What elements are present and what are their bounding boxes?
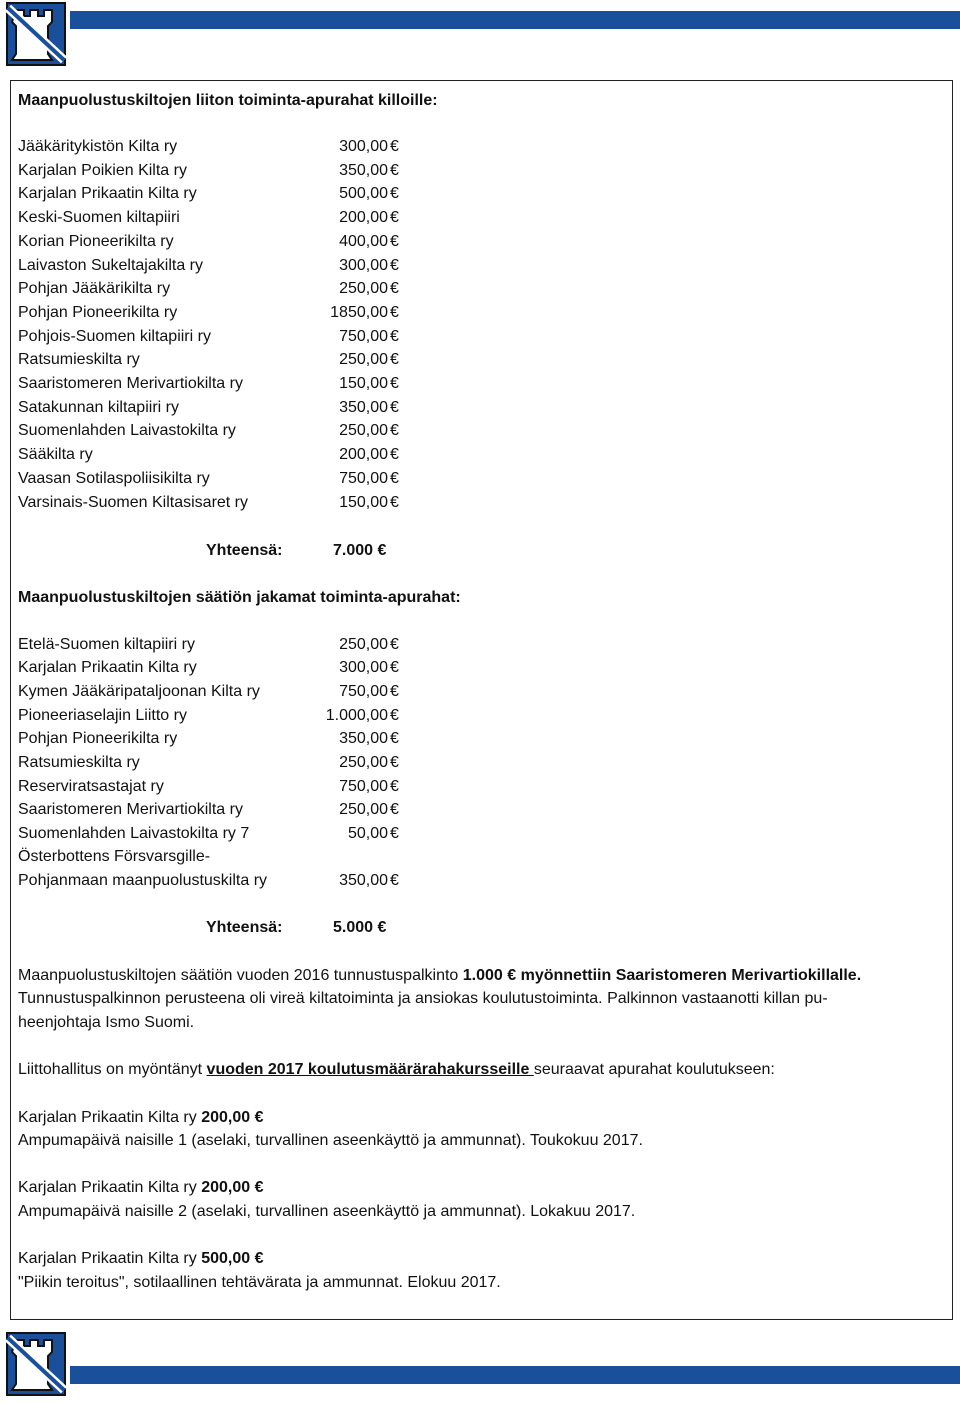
list-item-name: Vaasan Sotilaspoliisikilta ry [18,469,210,487]
castle-tower-logo-icon [6,2,66,66]
euro-symbol: € [390,636,399,653]
list-item-name: Pioneeriaselajin Liitto ry [18,707,187,724]
euro-symbol: € [390,280,399,298]
list-item-amount: 150,00 [339,493,388,511]
header-stripe [70,11,960,29]
grant-2-guild: Karjalan Prikaatin Kilta ry 200,00 € [18,1179,264,1196]
list-item-amount: 250,00 [339,801,388,818]
list-item-name: Varsinais-Suomen Kiltasisaret ry [18,493,249,511]
list-item-amount: 250,00 [339,636,388,653]
list-item-amount: 750,00 [339,469,388,487]
euro-symbol: € [390,801,399,818]
list-item-amount: 200,00 [339,446,388,464]
section1-total-label: Yhteensä: [206,542,283,559]
section2-title: Maanpuolustuskiltojen säätiön jakamat toiminta-apurahat: [18,589,461,606]
award-line-3: heenjohtaja Ismo Suomi. [18,1014,195,1031]
list-item-name: Suomenlahden Laivastokilta ry 7 [18,825,250,842]
list-item-amount: 350,00 [339,730,388,747]
list-item-amount: 300,00 [339,256,388,274]
euro-symbol: € [390,683,399,700]
euro-symbol: € [390,469,399,487]
award-line-1: Maanpuolustuskiltojen säätiön vuoden 2016 tunnustuspalkinto 1.000 € myönnettiin Saaristomeren Merivartiokillalle. [18,967,862,984]
training-intro: Liittohallitus on myöntänyt vuoden 2017 koulutusmäärärahakursseille seuraavat apurahat koulutukseen: [18,1061,775,1078]
list-item-amount: 300,00 [339,659,388,676]
list-item-name: Pohjan Pioneerikilta ry [18,303,178,321]
list-item-amount: 250,00 [339,422,388,440]
list-item-name: Saaristomeren Merivartiokilta ry [18,801,243,818]
list-item-name: Pohjan Pioneerikilta ry [18,730,178,747]
list-item-name: Etelä-Suomen kiltapiiri ry [18,636,195,653]
list-item-name: Suomenlahden Laivastokilta ry [18,422,236,440]
list-item-name: Satakunnan kiltapiiri ry [18,398,179,416]
euro-symbol: € [390,351,399,369]
euro-symbol: € [390,232,399,250]
euro-symbol: € [390,375,399,392]
list-item-name: Pohjan Jääkärikilta ry [18,280,171,298]
euro-symbol: € [390,754,399,771]
list-item-name: Pohjois-Suomen kiltapiiri ry [18,327,211,345]
award-line-2: Tunnustuspalkinnon perusteena oli vireä kiltatoiminta ja ansiokas koulutustoiminta. Palkinnon vastaanotti killan pu- [18,990,828,1007]
list-item-name: Jääkäritykistön Kilta ry [18,138,178,155]
euro-symbol: € [390,161,399,179]
list-item-name: Keski-Suomen kiltapiiri [18,209,180,227]
grant-1-guild: Karjalan Prikaatin Kilta ry 200,00 € [18,1109,264,1126]
footer-stripe [70,1366,960,1384]
list-item-amount: 1850,00 [330,303,388,321]
list-item-name: Saaristomeren Merivartiokilta ry [18,375,243,392]
euro-symbol: € [390,185,399,203]
list-item-name: Laivaston Sukeltajakilta ry [18,256,203,274]
castle-tower-logo-icon [6,1332,66,1396]
euro-symbol: € [390,209,399,227]
euro-symbol: € [390,659,399,676]
list-item-name: Reserviratsastajat ry [18,778,164,795]
list-item-amount: 1.000,00 [325,707,388,724]
list-item-amount: 350,00 [339,872,388,889]
list-item-amount: 250,00 [339,754,388,771]
section1-total-value: 7.000 € [333,542,387,559]
list-item-amount: 50,00 [347,825,388,842]
list-item-amount: 250,00 [339,280,388,298]
euro-symbol: € [390,398,399,416]
list-item-amount: 350,00 [339,398,388,416]
list-item-amount: 200,00 [339,209,388,227]
euro-symbol: € [390,872,399,889]
grant-1-description: Ampumapäivä naisille 1 (aselaki, turvallinen aseenkäyttö ja ammunnat). Toukokuu 2017. [18,1132,643,1149]
euro-symbol: € [390,303,399,321]
list-item-name: Karjalan Prikaatin Kilta ry [18,185,197,203]
list-item-name: Karjalan Prikaatin Kilta ry [18,659,197,676]
list-item-name: Korian Pioneerikilta ry [18,232,174,250]
list-item-amount: 750,00 [339,327,388,345]
euro-symbol: € [390,730,399,747]
list-item-amount: 750,00 [339,778,388,795]
list-item-name: Österbottens Försvarsgille- [18,848,211,865]
list-item-name: Kymen Jääkäripataljoonan Kilta ry [18,683,260,700]
list-item-name: Sääkilta ry [18,446,93,464]
euro-symbol: € [390,778,399,795]
list-item-amount: 400,00 [339,232,388,250]
euro-symbol: € [390,256,399,274]
section1-title: Maanpuolustuskiltojen liiton toiminta-apurahat killoille: [18,92,438,109]
grant-3-description: "Piikin teroitus", sotilaallinen tehtävärata ja ammunnat. Elokuu 2017. [18,1274,501,1291]
list-item-amount: 350,00 [339,161,388,179]
euro-symbol: € [390,707,399,724]
grant-2-description: Ampumapäivä naisille 2 (aselaki, turvallinen aseenkäyttö ja ammunnat). Lokakuu 2017. [18,1203,636,1220]
list-item-amount: 500,00 [339,185,388,203]
euro-symbol: € [390,422,399,440]
section2-total-value: 5.000 € [333,919,387,936]
grant-3-guild: Karjalan Prikaatin Kilta ry 500,00 € [18,1250,264,1267]
list-item-name: Ratsumieskilta ry [18,754,140,771]
list-item-amount: 300,00 [339,138,388,155]
list-item-name: Karjalan Poikien Kilta ry [18,161,187,179]
list-item-name: Pohjanmaan maanpuolustuskilta ry [18,872,268,889]
euro-symbol: € [390,138,399,155]
euro-symbol: € [390,493,399,511]
list-item-amount: 250,00 [339,351,388,369]
list-item-name: Ratsumieskilta ry [18,351,140,369]
list-item-amount: 750,00 [339,683,388,700]
euro-symbol: € [390,446,399,464]
section2-total-label: Yhteensä: [206,919,283,936]
list-item-amount: 150,00 [339,375,388,392]
euro-symbol: € [390,327,399,345]
euro-symbol: € [390,825,399,842]
